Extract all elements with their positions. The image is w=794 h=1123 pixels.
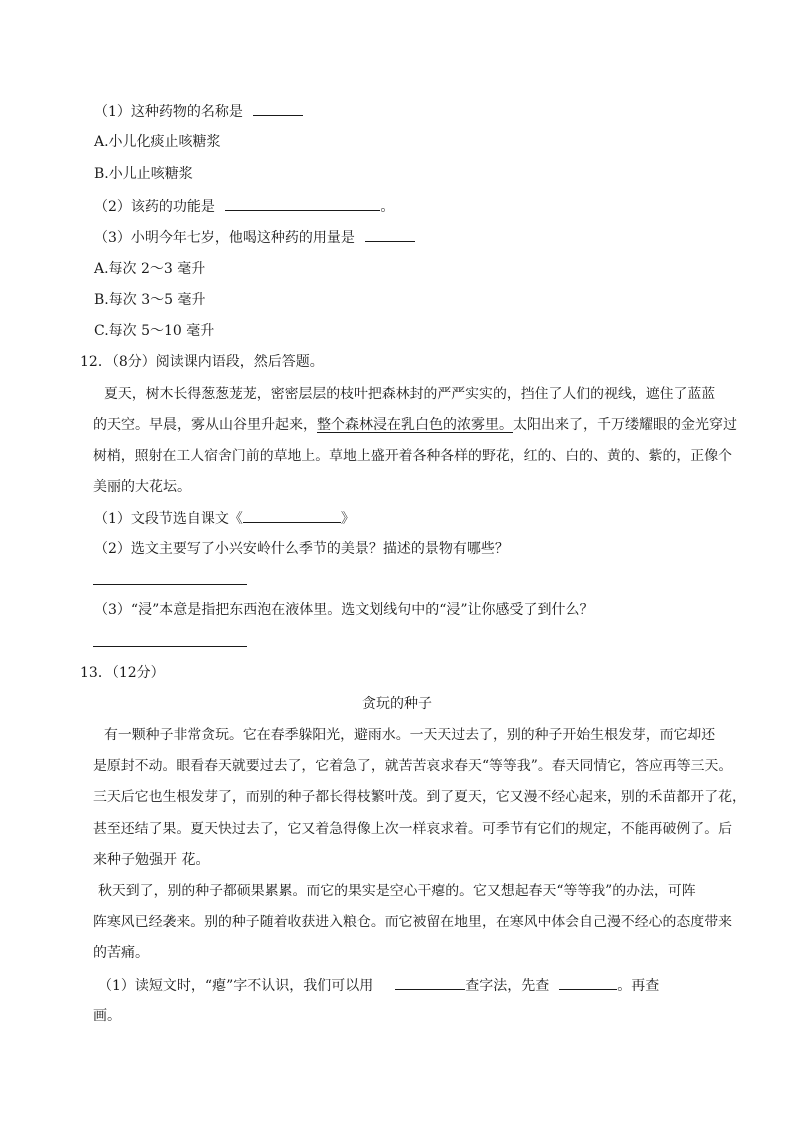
q13-heading: 13．（12分） [80, 665, 165, 681]
q11-sub1 [94, 101, 303, 122]
q12-sub3-answer-line[interactable] [93, 646, 247, 647]
q13-p1-line-4: 甚至还结了果。夏天快过去了，它又着急得像上次一样哀求着。可季节有它们的规定，不能再破例了。后 [93, 821, 732, 837]
q13-p2-line-3: 的苦痛。 [93, 945, 149, 961]
q11-sub2 [94, 196, 394, 217]
q12-passage-line-4: 美丽的大花坛。 [93, 479, 191, 495]
q13-sub1-text-a: （1）读短文时，“瘪”字不认识，我们可以用 [98, 978, 374, 994]
q13-p1-line-2: 是原封不动。眼看春天就要过去了，它着急了，就苦苦哀求春天“等等我”。春天同情它，答应再等三天。 [93, 758, 733, 774]
q11-sub3 [94, 227, 415, 248]
q11-sub1-blank[interactable] [253, 101, 303, 116]
q12-passage-line-3: 树梢，照射在工人宿舍门前的草地上。草地上盛开着各种各样的野花，红的、白的、黄的、紫的，正像个 [93, 448, 732, 464]
q12-heading: 12．（8分）阅读课内语段，然后答题。 [80, 354, 324, 370]
q13-p2-line-1: 秋天到了，别的种子都硕果累累。而它的果实是空心干瘪的。它又想起春天“等等我”的办法，可阵 [98, 883, 696, 899]
q13-p1-line-5: 来种子勉强开 花。 [93, 852, 210, 868]
q11-sub2-end: 。 [380, 199, 395, 215]
q13-sub1-text-b: 查字法，先查 [465, 978, 550, 994]
q11-sub1-option-b: B.小儿止咳糖浆 [94, 166, 193, 182]
q12-sub1-close: 》 [340, 511, 355, 527]
q12-sub1-blank[interactable] [243, 508, 341, 523]
q11-sub1-option-a: A.小儿化痰止咳糖浆 [94, 134, 221, 150]
q13-p2-line-2: 阵寒风已经袭来。别的种子随着收获进入粮仓。而它被留在地里，在寒风中体会自己漫不经心的态度带来 [93, 914, 732, 930]
q13-story-title: 贪玩的种子 [362, 696, 432, 712]
q12-sub2-answer-line[interactable] [93, 584, 247, 585]
q11-sub3-option-b: B.每次 3～5 毫升 [94, 292, 206, 308]
q12-passage-line-2-a: 的天空。早晨，雾从山谷里升起来， [93, 417, 317, 433]
q12-sub1-text: （1）文段节选自课文《 [94, 511, 243, 527]
q11-sub3-blank[interactable] [365, 227, 415, 242]
q11-sub2-blank[interactable] [225, 196, 380, 211]
q11-sub3-option-a: A.每次 2～3 毫升 [94, 261, 206, 277]
q12-passage-line-2 [93, 415, 737, 435]
q11-sub1-text: （1）这种药物的名称是 [94, 104, 243, 120]
q11-sub3-text: （3）小明今年七岁，他喝这种药的用量是 [94, 230, 355, 246]
q13-sub1 [98, 975, 659, 996]
q12-passage-line-2-b: 太阳出来了，千万缕耀眼的金光穿过 [513, 417, 737, 433]
q12-sub3: （3）“浸”本意是指把东西泡在液体里。选文划线句中的“浸”让你感受了到什么？ [94, 602, 594, 618]
q13-sub1-continuation: 画。 [93, 1008, 121, 1024]
q13-sub1-blank-2[interactable] [559, 975, 617, 990]
q11-sub3-option-c: C.每次 5～10 毫升 [94, 323, 215, 339]
q12-sub2: （2）选文主要写了小兴安岭什么季节的美景？描述的景物有哪些？ [94, 541, 509, 557]
q12-sub1 [94, 508, 355, 529]
q13-p1-line-1: 有一颗种子非常贪玩。它在春季躲阳光，避雨水。一天天过去了，别的种子开始生根发芽，而它却还 [104, 727, 716, 743]
q13-p1-line-3: 三天后它也生根发芽了，而别的种子都长得枝繁叶茂。到了夏天，它又漫不经心起来，别的禾苗都开了花， [93, 789, 746, 805]
q12-underlined-sentence: 整个森林浸在乳白色的浓雾里。 [317, 417, 513, 433]
q12-passage-line-1: 夏天，树木长得葱葱茏茏，密密层层的枝叶把森林封的严严实实的，挡住了人们的视线，遮住了蓝蓝 [104, 386, 716, 402]
q13-sub1-text-c: 。再查 [617, 978, 660, 994]
q11-sub2-text: （2）该药的功能是 [94, 199, 215, 215]
q13-sub1-blank-1[interactable] [395, 975, 465, 990]
